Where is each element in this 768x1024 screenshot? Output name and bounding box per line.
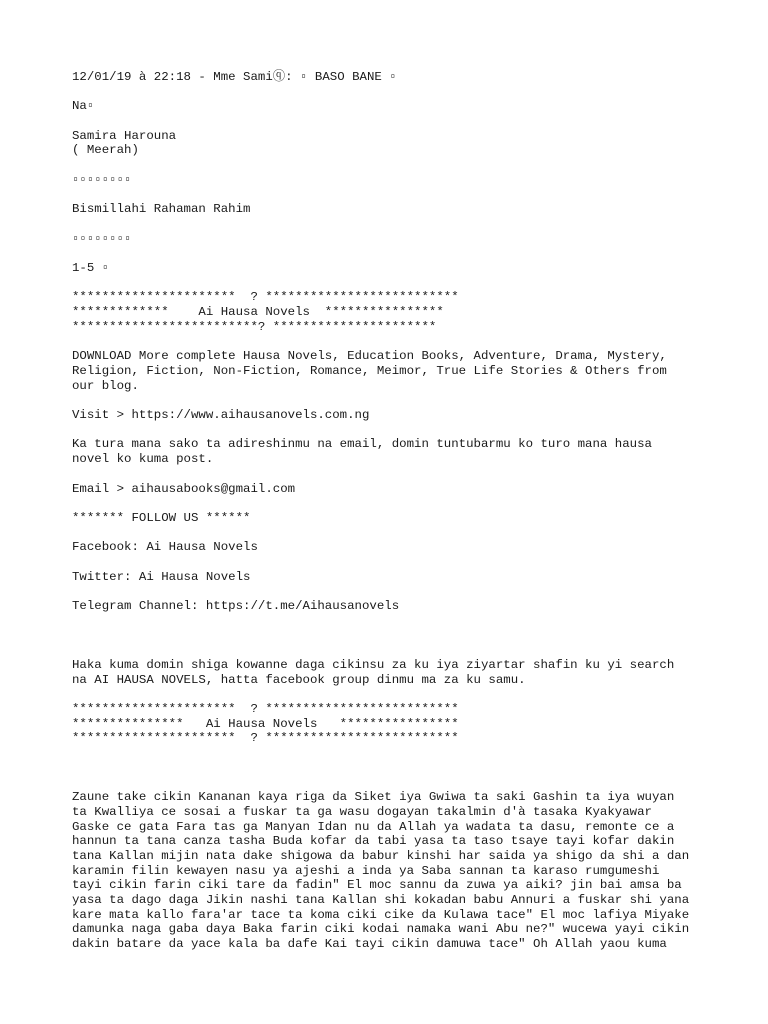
divider-squares: ▫▫▫▫▫▫▫▫ xyxy=(72,172,132,187)
banner-line: ********************** ? ************************** xyxy=(72,701,459,716)
banner-line: *************************? ********************** xyxy=(72,319,437,334)
divider-squares: ▫▫▫▫▫▫▫▫ xyxy=(72,231,132,246)
facebook-line: Facebook: Ai Hausa Novels xyxy=(72,540,258,555)
story-paragraph: Zaune take cikin Kananan kaya riga da Siket iya Gwiwa ta saki Gashin ta iya wuyan ta Kwalliya ce sosai a fuskar ta ga wasu dogayan takalmin d'à tasaka Kyakyawar Gaske ce gata Fara tas ga Manyan Idan nu da Allah ya wadata ta dasu, remonte ce a hannun ta tana canza tasha Buda kofar da tabi yasa ta taso tsaye tayi kofar dakin tana Kallan mijin nata dake shigowa da babur kinshi har saida ya shigo da shi a dan karamin filin kewayen nasu ya ajeshi a inda ya Saba sannan ta karaso rumgumeshi tayi cikin farin ciki tare da fadin" El moc sannu da zuwa ya aiki? jin bai amsa ba yasa ta dago daga Jikin nashi tana Kallan shi kokadan babu Annuri a fuskar shi yana kare mata kallo fara'ar tace ta koma ciki cike da Kulawa tace" El moc lafiya Miyake damunka naga gaba daya Baka farin ciki kodai namaka wani Abu ne?" wucewa yayi cikin dakin batare da yace kala ba dafe Kai tayi cikin damuwa tace" Oh Allah yaou kuma xyxy=(72,790,690,952)
banner-title: *************** Ai Hausa Novels **************** xyxy=(72,716,459,731)
chapter-label: 1-5 ▫ xyxy=(72,261,110,276)
author-alias: ( Meerah) xyxy=(72,143,139,158)
bismillah-line: Bismillahi Rahaman Rahim xyxy=(72,202,251,217)
twitter-line: Twitter: Ai Hausa Novels xyxy=(72,569,251,584)
banner-line: ********************** ? ************************** xyxy=(72,731,459,746)
author-name: Samira Harouna xyxy=(72,128,177,143)
banner-title: ************* Ai Hausa Novels **************** xyxy=(72,305,444,320)
message-header: 12/01/19 à 22:18 - Mme Samiⓠ: ▫ BASO BANE ▫ xyxy=(72,70,397,84)
email-line[interactable]: Email > aihausabooks@gmail.com xyxy=(72,481,296,496)
subscribe-paragraph: Ka tura mana sako ta adireshinmu na email, domin tuntubarmu ko turo mana hausa novel ko kuma post. xyxy=(72,437,652,467)
na-line: Na▫ xyxy=(72,99,95,114)
search-paragraph: Haka kuma domin shiga kowanne daga cikinsu za ku iya ziyartar shafin ku yi search na AI HAUSA NOVELS, hatta facebook group dinmu ma za ku samu. xyxy=(72,657,675,687)
follow-us-heading: ******* FOLLOW US ****** xyxy=(72,510,251,525)
visit-link[interactable]: Visit > https://www.aihausanovels.com.ng xyxy=(72,408,370,423)
banner-line: ********************** ? ************************** xyxy=(72,290,459,305)
document-page xyxy=(72,70,712,952)
telegram-link[interactable]: Telegram Channel: https://t.me/Aihausanovels xyxy=(72,599,400,614)
download-paragraph: DOWNLOAD More complete Hausa Novels, Education Books, Adventure, Drama, Mystery, Religion, Fiction, Non-Fiction, Romance, Meimor, True Life Stories & Others from our blog. xyxy=(72,349,667,393)
